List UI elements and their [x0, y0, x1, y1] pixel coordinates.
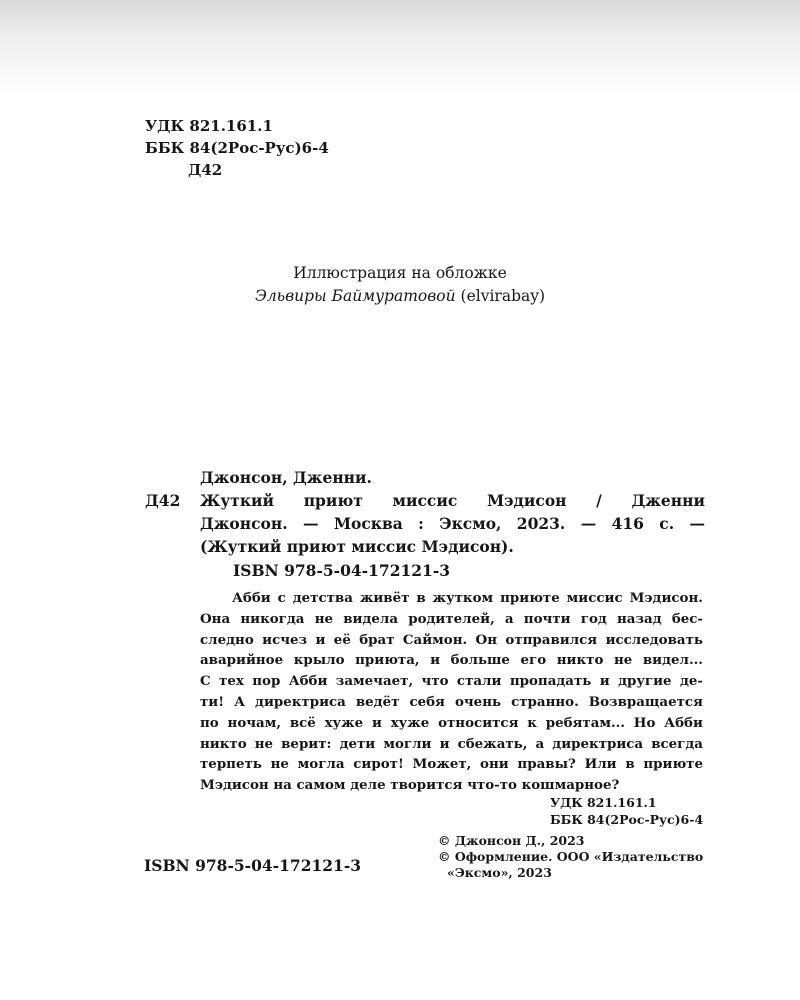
annotation-word: с	[277, 590, 286, 606]
annotation-line	[200, 713, 703, 734]
annotation-word: к	[527, 714, 537, 731]
annotation-word: никто	[556, 652, 604, 669]
bib-word: приют	[303, 491, 363, 510]
annotation-word: видел...	[642, 652, 703, 669]
annotation-paragraph	[200, 588, 703, 796]
annotation-word: ночам,	[227, 714, 282, 731]
annotation-word: в	[625, 756, 635, 773]
annotation-word: его	[520, 652, 547, 669]
annotation-line	[200, 650, 703, 671]
illustration-caption: Иллюстрация на обложке	[293, 264, 507, 282]
annotation-word: относится	[438, 714, 519, 731]
bib-code: Д42	[145, 491, 181, 510]
annotation-word: пропадать	[509, 673, 592, 690]
annotation-word: приюте	[643, 756, 703, 773]
annotation-word: в	[416, 590, 426, 606]
annotation-word: другие	[618, 673, 672, 690]
annotation-word: и	[439, 735, 450, 752]
copyright-design: © Оформление. ООО «Издательство	[438, 849, 704, 864]
footer-udk: УДК 821.161.1	[550, 795, 657, 810]
annotation-word: очень	[454, 693, 502, 710]
annotation-word: могла	[297, 756, 345, 773]
footer-bbk: ББК 84(2Рос-Рус)6-4	[550, 812, 704, 827]
annotation-word: Абби	[232, 590, 271, 606]
annotation-line	[200, 754, 703, 775]
annotation-word: никогда	[240, 610, 305, 627]
author-mark: Д42	[188, 161, 223, 179]
annotation-line	[200, 671, 703, 692]
annotation-word: исследовать	[605, 631, 703, 648]
annotation-word: аварийное	[200, 652, 284, 669]
annotation-word: и	[371, 714, 382, 731]
annotation-word: всё	[289, 714, 316, 731]
annotation-word: Он	[475, 631, 498, 648]
footer-classification	[550, 794, 703, 828]
annotation-word: и	[599, 673, 610, 690]
annotation-word: пор	[252, 673, 281, 690]
copyright-design-cont: «Эксмо», 2023	[447, 865, 552, 880]
annotation-word: миссис	[566, 590, 623, 606]
annotation-word: детства	[292, 590, 353, 606]
annotation-word: и	[315, 631, 326, 648]
annotation-word: больше	[450, 652, 510, 669]
annotation-word: всегда	[651, 735, 703, 752]
footer-isbn: ISBN 978-5-04-172121-3	[144, 856, 362, 875]
annotation-word: Но	[633, 714, 656, 731]
annotation-word: ти!	[200, 693, 225, 710]
bib-word: /	[596, 491, 602, 510]
bib-title-row	[145, 489, 705, 512]
annotation-word: А	[234, 693, 246, 710]
annotation-word: не	[254, 735, 274, 752]
annotation-word: а	[535, 735, 545, 752]
bib-word: с.	[659, 514, 675, 533]
bibliographic-record	[145, 466, 705, 558]
bib-word: —	[689, 514, 705, 533]
annotation-word: год	[580, 610, 607, 627]
annotation-word: ребятам...	[545, 714, 626, 731]
annotation-word: себя	[409, 693, 445, 710]
annotation-word: не	[613, 652, 633, 669]
bib-word: Дженни	[631, 491, 705, 510]
annotation-word: замечает,	[335, 673, 414, 690]
annotation-word: стали	[456, 673, 502, 690]
annotation-word: терпеть	[200, 756, 262, 773]
classification-block	[145, 115, 329, 181]
bib-word: Москва	[333, 514, 403, 533]
udk-code: УДК 821.161.1	[145, 117, 273, 135]
copyright-author: © Джонсон Д., 2023	[438, 833, 585, 848]
annotation-word: приюта,	[355, 652, 420, 669]
bib-word: —	[303, 514, 319, 533]
annotation-word: назад	[617, 610, 662, 627]
annotation-line	[200, 630, 703, 651]
annotation-word: директриса	[255, 693, 346, 710]
annotation-word: хуже	[390, 714, 430, 731]
annotation-word: хуже	[324, 714, 364, 731]
annotation-line: Мэдисон на самом деле творится что-то кошмарное?	[200, 777, 620, 794]
annotation-word: С	[200, 673, 211, 690]
bib-isbn: ISBN 978-5-04-172121-3	[233, 561, 451, 580]
bib-author: Джонсон, Дженни.	[200, 468, 372, 487]
bib-word: Жуткий	[200, 491, 275, 510]
annotation-word: почти	[523, 610, 571, 627]
annotation-word: приюте	[500, 590, 560, 606]
annotation-word: Может,	[412, 756, 472, 773]
annotation-word: следно	[200, 631, 254, 648]
annotation-word: верит:	[281, 735, 332, 752]
illustration-credit	[0, 262, 800, 308]
artist-name: Эльвиры Баймуратовой	[254, 287, 456, 305]
bib-series-line: (Жуткий приют миссис Мэдисон).	[200, 537, 514, 556]
annotation-word: крыло	[293, 652, 345, 669]
annotation-line	[200, 692, 703, 713]
annotation-word: бес-	[671, 610, 703, 627]
annotation-word: не	[314, 610, 334, 627]
bib-word: —	[580, 514, 597, 533]
annotation-word: по	[200, 714, 219, 731]
annotation-word: правы?	[517, 756, 576, 773]
copyright-block	[438, 833, 703, 881]
illustration-artist-line	[0, 285, 800, 308]
annotation-word: Она	[200, 610, 231, 627]
annotation-word: де-	[679, 673, 703, 690]
annotation-word: а	[504, 610, 514, 627]
annotation-word: ведёт	[355, 693, 400, 710]
bib-word: Эксмо,	[439, 514, 502, 533]
bib-publisher-row	[145, 512, 705, 535]
annotation-line	[200, 588, 703, 609]
scan-shadow	[0, 0, 800, 95]
bib-publisher-line	[200, 512, 705, 535]
bib-word: 2023.	[516, 514, 566, 533]
annotation-word: странно.	[511, 693, 579, 710]
annotation-word: Саймон.	[402, 631, 468, 648]
annotation-word: не	[270, 756, 289, 773]
bib-word: миссис	[392, 491, 458, 510]
bib-word: Джонсон.	[200, 514, 288, 533]
bbk-code: ББК 84(2Рос-Рус)6-4	[145, 139, 329, 157]
annotation-word: дети	[339, 735, 376, 752]
annotation-word: живёт	[359, 590, 410, 606]
annotation-word: родителей,	[408, 610, 495, 627]
annotation-word: они	[480, 756, 509, 773]
annotation-word: сирот!	[353, 756, 404, 773]
annotation-word: видела	[343, 610, 399, 627]
annotation-word: Или	[584, 756, 617, 773]
bib-word: Мэдисон	[486, 491, 567, 510]
annotation-word: её	[333, 631, 351, 648]
annotation-word: сбежать,	[457, 735, 528, 752]
annotation-word: могли	[383, 735, 432, 752]
annotation-word: жутком	[432, 590, 494, 606]
annotation-word: отправился	[505, 631, 598, 648]
annotation-word: исчез	[262, 631, 308, 648]
bib-word: :	[418, 514, 424, 533]
annotation-line	[200, 734, 703, 755]
annotation-word: Мэдисон.	[629, 590, 703, 606]
annotation-word: Возвращается	[588, 693, 703, 710]
artist-handle: (elvirabay)	[460, 287, 546, 305]
annotation-word: директриса	[552, 735, 644, 752]
annotation-word: тех	[219, 673, 244, 690]
annotation-word: Абби	[664, 714, 703, 731]
annotation-line	[200, 609, 703, 630]
annotation-word: брат	[359, 631, 395, 648]
bib-word: 416	[611, 514, 644, 533]
annotation-word: никто	[200, 735, 247, 752]
bib-title-line	[200, 489, 705, 512]
annotation-word: Абби	[288, 673, 328, 690]
annotation-word: что	[421, 673, 449, 690]
annotation-word: и	[430, 652, 441, 669]
